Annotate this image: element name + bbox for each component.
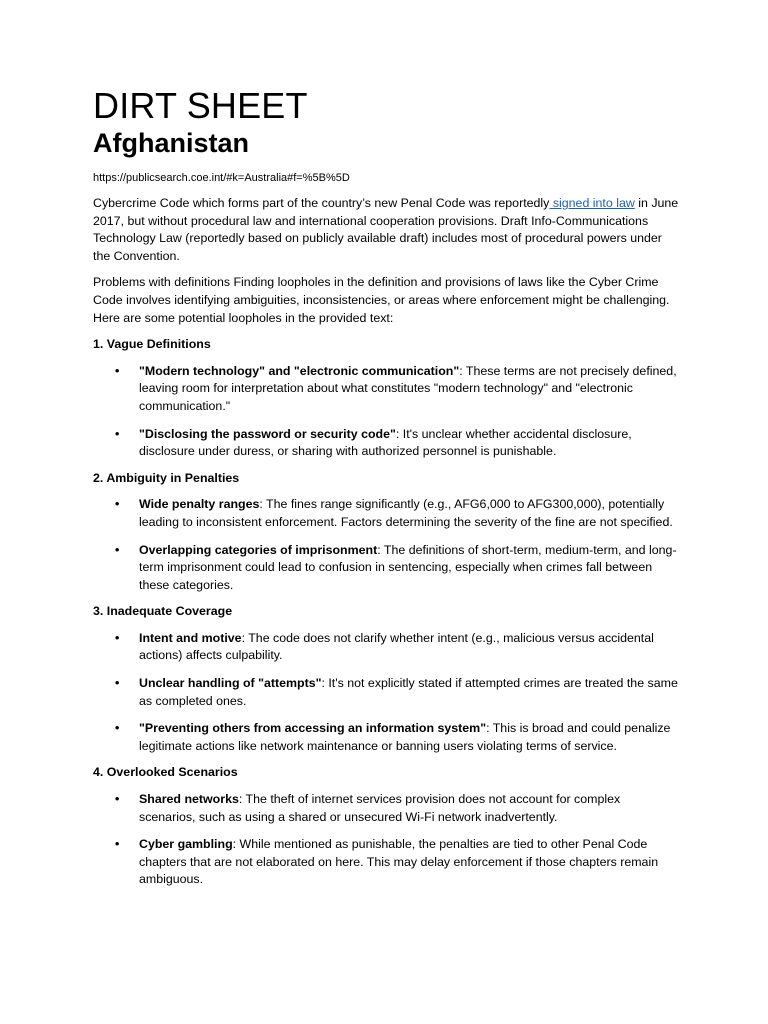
item-term: "Preventing others from accessing an information system"	[139, 721, 487, 736]
list-item	[93, 720, 680, 755]
intro-text-after-link: in June 2017, but without procedural law and international cooperation provisions. Draft Info-Communications Technology Law (reportedly based on publicly available draft) includes most of procedural powers under the Convention.	[93, 196, 679, 263]
list-item	[93, 836, 680, 889]
section-list-ambiguity-in-penalties	[93, 496, 680, 594]
item-term: "Disclosing the password or security code"	[139, 426, 396, 441]
bullet-icon: •	[115, 363, 120, 378]
section-list-overlooked-scenarios	[93, 791, 680, 889]
bullet-icon: •	[115, 497, 120, 512]
document-title: DIRT SHEET	[93, 85, 308, 126]
section-list-inadequate-coverage	[93, 630, 680, 756]
intro-paragraph	[93, 195, 680, 265]
problems-paragraph: Problems with definitions Finding loopholes in the definition and provisions of laws like the Cyber Crime Code involves identifying ambiguities, inconsistencies, or areas where enforcement might be challenging. Here are some potential loopholes in the provided text:	[93, 275, 670, 325]
list-item	[93, 791, 680, 826]
signed-into-law-link[interactable]: signed into law	[549, 196, 635, 210]
item-text: : It's not explicitly stated if attempted crimes are treated the same as completed ones.	[139, 676, 678, 708]
item-text: : While mentioned as punishable, the penalties are tied to other Penal Code chapters that are not elaborated on here. This may delay enforcement if those chapters remain ambiguous.	[139, 837, 659, 887]
bullet-icon: •	[115, 837, 120, 852]
bullet-icon: •	[115, 630, 120, 645]
item-term: Cyber gambling	[139, 837, 233, 852]
intro-text-before-link: Cybercrime Code which forms part of the country’s new Penal Code was reportedly	[93, 196, 550, 210]
item-term: Shared networks	[139, 792, 239, 807]
item-term: Overlapping categories of imprisonment	[139, 542, 378, 557]
bullet-icon: •	[115, 426, 120, 441]
section-heading-overlooked-scenarios: 4. Overlooked Scenarios	[93, 765, 238, 780]
item-text: : The theft of internet services provision does not account for complex scenarios, such as using a shared or unsecured Wi-Fi network inadvertently.	[139, 792, 621, 824]
item-text: : These terms are not precisely defined, leaving room for interpretation about what constitutes "modern technology" and "electronic communication."	[139, 363, 677, 413]
item-text: : The definitions of short-term, medium-term, and long-term imprisonment could lead to confusion in sentencing, especially when crimes fall between these categories.	[139, 542, 677, 592]
list-item	[93, 542, 680, 595]
item-text: : It's unclear whether accidental disclosure, disclosure under duress, or sharing with authorized personnel is punishable.	[139, 426, 632, 459]
item-term: Intent and motive	[139, 630, 242, 645]
bullet-icon: •	[115, 721, 120, 736]
list-item	[93, 675, 680, 710]
list-item	[93, 630, 680, 665]
section-heading-inadequate-coverage: 3. Inadequate Coverage	[93, 604, 233, 619]
bullet-icon: •	[115, 792, 120, 807]
item-text: : The code does not clarify whether intent (e.g., malicious versus accidental actions) affects culpability.	[139, 630, 654, 663]
item-text: : This is broad and could penalize legitimate actions like network maintenance or banning users violating terms of service.	[139, 721, 671, 753]
document-subtitle: Afghanistan	[93, 128, 250, 158]
list-item	[93, 426, 680, 461]
item-term: "Modern technology" and "electronic communication"	[139, 363, 460, 378]
section-heading-vague-definitions: 1. Vague Definitions	[93, 337, 211, 352]
section-list-vague-definitions	[93, 363, 680, 461]
section-heading-ambiguity-in-penalties: 2. Ambiguity in Penalties	[93, 470, 240, 485]
source-url: https://publicsearch.coe.int/#k=Australia#f=%5B%5D	[93, 172, 350, 184]
item-text: : The fines range significantly (e.g., AFG6,000 to AFG300,000), potentially leading to inconsistent enforcement. Factors determining the severity of the fine are not specified.	[139, 497, 673, 529]
bullet-icon: •	[115, 676, 120, 691]
list-item	[93, 496, 680, 531]
item-term: Unclear handling of "attempts"	[139, 676, 322, 691]
list-item	[93, 363, 680, 416]
item-term: Wide penalty ranges	[139, 497, 260, 512]
bullet-icon: •	[115, 542, 120, 557]
